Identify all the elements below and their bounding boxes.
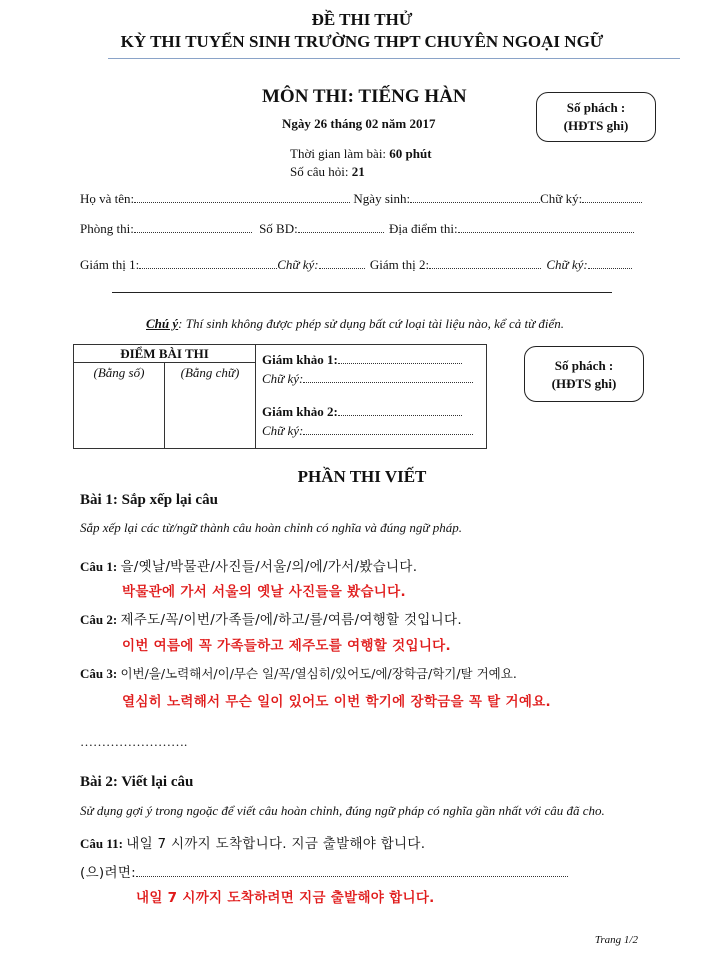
proctor2-sign-label: Chữ ký: xyxy=(546,257,588,272)
duration-label: Thời gian làm bài: xyxy=(290,146,390,161)
score-table xyxy=(73,344,487,449)
examiner2-sign-row xyxy=(262,422,486,439)
examiner1-row xyxy=(262,351,486,368)
so-phach-box-top xyxy=(536,92,656,142)
so-phach-note-2: (HĐTS ghi) xyxy=(551,376,617,391)
exercise1-title: Bài 1: Sắp xếp lại câu xyxy=(80,492,218,508)
proctor1-label: Giám thị 1: xyxy=(80,257,140,272)
question-11-answer: 내일 7 시까지 도착하려면 지금 출발해야 합니다. xyxy=(136,890,435,906)
so-phach-label-2: Số phách : xyxy=(554,358,614,373)
exam-room-row xyxy=(80,220,634,237)
examiner1-label: Giám khảo 1: xyxy=(262,352,338,367)
exam-date: Ngày 26 tháng 02 năm 2017 xyxy=(282,116,436,131)
dob-label: Ngày sinh: xyxy=(353,191,411,206)
location-label: Địa điểm thi: xyxy=(388,221,458,236)
question-11-hint-row xyxy=(80,861,568,881)
exam-duration xyxy=(290,146,432,162)
examiner1-sign-field[interactable] xyxy=(303,370,473,383)
exercise2-title: Bài 2: Viết lại câu xyxy=(80,774,194,790)
ellipsis-line: ……………………. xyxy=(80,734,188,749)
examiner1-sign-label: Chữ ký: xyxy=(262,371,304,386)
examiner1-field[interactable] xyxy=(338,351,462,364)
question-3-label: Câu 3: xyxy=(80,666,118,681)
candidate-number-field[interactable] xyxy=(298,220,384,233)
proctor2-field[interactable] xyxy=(429,256,541,269)
question-2-label: Câu 2: xyxy=(80,612,118,627)
score-number-col[interactable]: (Bằng số) xyxy=(74,363,165,448)
examiner2-sign-field[interactable] xyxy=(303,422,473,435)
proctor1-sign-label: Chữ ký: xyxy=(277,257,319,272)
question-11-answer-field[interactable] xyxy=(136,864,568,877)
note-label: Chú ý xyxy=(146,316,179,331)
examiner2-sign-label: Chữ ký: xyxy=(262,423,304,438)
candidate-info-row xyxy=(80,190,642,207)
proctor1-sign-field[interactable] xyxy=(319,256,365,269)
question-3-answer: 열심히 노력해서 무슨 일이 있어도 이번 학기에 장학금을 꼭 탈 거예요. xyxy=(122,694,551,710)
score-cell xyxy=(74,345,256,449)
candidate-number-label: Số BD: xyxy=(259,221,298,236)
so-phach-note: (HĐTS ghi) xyxy=(563,118,629,133)
exam-header-subtitle: KỲ THI TUYỂN SINH TRƯỜNG THPT CHUYÊN NGOẠI NGỮ xyxy=(120,32,604,51)
examiner2-label: Giám khảo 2: xyxy=(262,404,338,419)
name-field[interactable] xyxy=(134,190,350,203)
name-label: Họ và tên: xyxy=(80,191,135,206)
signature-label: Chữ ký: xyxy=(540,191,583,206)
duration-value: 60 phút xyxy=(389,146,432,161)
section-divider xyxy=(112,292,612,293)
question-11-label: Câu 11: xyxy=(80,836,123,851)
question-count-value: 21 xyxy=(351,164,365,179)
page-number: Trang 1/2 xyxy=(594,934,638,946)
question-count-label: Số câu hỏi: xyxy=(290,164,352,179)
question-1-label: Câu 1: xyxy=(80,559,118,574)
exam-question-count xyxy=(290,164,365,180)
proctor2-sign-field[interactable] xyxy=(588,256,632,269)
header-divider xyxy=(108,58,680,59)
exercise2-instruction: Sử dụng gợi ý trong ngoặc để viết câu hoàn chỉnh, đúng ngữ pháp có nghĩa gần nhất với câu đã cho. xyxy=(80,803,605,818)
signature-field[interactable] xyxy=(582,190,642,203)
exam-note xyxy=(146,316,564,332)
score-header: ĐIỂM BÀI THI xyxy=(74,345,255,363)
question-11-hint: (으)려면: xyxy=(80,865,137,881)
room-label: Phòng thi: xyxy=(80,221,134,236)
note-text: : Thí sinh không được phép sử dụng bất cứ loại tài liệu nào, kể cả từ điển. xyxy=(178,316,565,331)
question-3-prompt: 이번/을/노력해서/이/무슨 일/꼭/열심히/있어도/에/장학금/학기/탈 거예요. xyxy=(120,666,517,681)
question-2-prompt: 제주도/꼭/이번/가족들/에/하고/를/여름/여행할 것입니다. xyxy=(120,612,462,628)
examiner2-row xyxy=(262,403,486,420)
so-phach-label: Số phách : xyxy=(566,100,626,115)
section-title: PHẦN THI VIẾT xyxy=(297,467,427,486)
question-1-answer: 박물관에 가서 서울의 옛날 사진들을 봤습니다. xyxy=(122,584,406,600)
question-11-prompt: 내일 7 시까지 도착합니다. 지금 출발해야 합니다. xyxy=(126,836,426,852)
question-11 xyxy=(80,832,425,852)
proctor2-label: Giám thị 2: xyxy=(369,257,430,272)
question-3 xyxy=(80,664,517,682)
exercise1-instruction: Sắp xếp lại các từ/ngữ thành câu hoàn chỉnh có nghĩa và đúng ngữ pháp. xyxy=(80,520,462,535)
location-field[interactable] xyxy=(458,220,634,233)
examiner-cell xyxy=(256,345,487,449)
dob-field[interactable] xyxy=(410,190,540,203)
examiner1-sign-row xyxy=(262,370,486,387)
question-2 xyxy=(80,608,462,628)
score-words-col[interactable]: (Bằng chữ) xyxy=(180,365,240,380)
room-field[interactable] xyxy=(134,220,252,233)
proctor-row xyxy=(80,256,632,273)
question-1-prompt: 을/옛날/박물관/사진들/서울/의/에/가서/봤습니다. xyxy=(120,559,418,575)
question-1 xyxy=(80,555,417,575)
exam-subject: MÔN THI: TIẾNG HÀN xyxy=(262,86,467,107)
proctor1-field[interactable] xyxy=(139,256,277,269)
so-phach-box-bottom xyxy=(524,346,644,402)
question-2-answer: 이번 여름에 꼭 가족들하고 제주도를 여행할 것입니다. xyxy=(122,638,451,654)
examiner2-field[interactable] xyxy=(338,403,462,416)
exam-header-title: ĐỀ THI THỬ xyxy=(311,10,413,29)
